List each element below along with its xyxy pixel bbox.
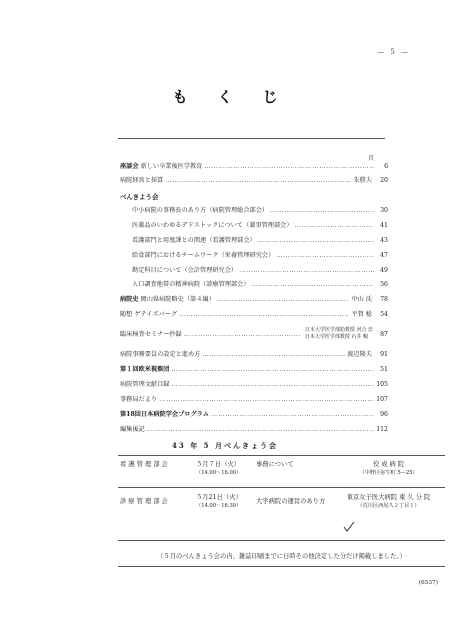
schedule-note: （５月のべんきょう会の内、雑誌印刷までに日時その他決定した分だけ掲載しました。）: [157, 553, 406, 560]
title-rule: [118, 138, 385, 139]
toc-entry-title: 病院管理文献目録: [120, 381, 170, 388]
leader-dots: [172, 379, 375, 390]
toc-entry: [120, 379, 388, 390]
schedule-topic: 事務について: [256, 461, 294, 468]
schedule-date-day: ５月７日（火）: [196, 461, 241, 468]
toc-entry-title: 人口調査地帯の精神病院（診療管理部会）: [132, 281, 250, 288]
handwritten-check-mark: [343, 522, 355, 532]
leader-dots: [252, 279, 374, 290]
toc-entry: [132, 235, 388, 246]
schedule-rule-bottom: [118, 540, 445, 541]
toc-entry-title: 事務局だより: [120, 396, 158, 403]
toc-entry-page: 43: [380, 237, 388, 244]
schedule-row: [118, 490, 445, 524]
toc-entry-title: 編集後記: [120, 426, 145, 433]
toc-entry: [132, 205, 388, 216]
schedule-time: （14.00〜16.30）: [196, 503, 242, 509]
schedule-date: [196, 494, 242, 510]
toc-entry: [132, 250, 388, 261]
leader-dots: [270, 205, 374, 216]
toc-entry-author: 朱勝夫: [353, 177, 372, 184]
page-title: もくじ: [172, 88, 308, 106]
toc-entry-page: 96: [380, 411, 388, 418]
leader-dots: [172, 364, 375, 375]
toc-entry-title: 臨床検査セミナー抄録: [120, 331, 182, 338]
toc-entry-page: 54: [380, 311, 388, 318]
toc-entry-page: 56: [380, 281, 388, 288]
leader-dots: [179, 309, 349, 320]
toc-entry-title: 第１回欧米視察団: [120, 366, 170, 373]
toc-entry-page: 30: [380, 207, 388, 214]
toc-entry: [120, 175, 388, 186]
toc-entry: [132, 220, 388, 231]
leader-dots: [295, 220, 374, 231]
toc-entry: [120, 394, 388, 405]
toc-entry-page: 47: [380, 252, 388, 259]
schedule-time: （14.00〜16.00）: [196, 470, 242, 476]
leader-dots: [239, 265, 374, 276]
schedule-title: 43 年 5 月べんきょう会: [172, 441, 278, 450]
toc-entry-author: 日本大学医学部教授 石井 暢: [304, 333, 368, 340]
toc-entry-authors: [305, 327, 373, 340]
toc-entry-page: 91: [380, 351, 388, 358]
toc-entry-label: 座談会: [120, 163, 139, 170]
toc-entry-page: 107: [376, 396, 388, 403]
toc-entry-title: 病院経営と採算: [120, 177, 164, 184]
schedule-topic: 大学病院の運営のあり方: [256, 498, 326, 505]
toc-entry-title: 看護部門と用度課との関連（看護管理部会）: [132, 237, 256, 244]
schedule-row: [118, 457, 445, 485]
schedule-dept: 診療管理部会: [120, 498, 170, 505]
leader-dots: [211, 409, 374, 420]
toc-entry-label: 病院史: [120, 296, 139, 303]
toc-entry-page: 87: [380, 331, 388, 338]
toc-entry-page: 51: [380, 366, 388, 373]
toc-entry-title: 随想 ゲテイズバーグ: [120, 311, 178, 318]
toc-entry-title: 中小病院の事務長のあり方（病院管理総合部会）: [132, 207, 269, 214]
toc-entry: [120, 409, 388, 420]
toc-entry-page: 20: [380, 177, 388, 184]
leader-dots: [147, 424, 374, 435]
leader-dots: [159, 394, 374, 405]
schedule-venue-name: 佼 成 病 院: [372, 461, 405, 468]
schedule-rule-end: [118, 566, 445, 567]
toc-entry-page: 6: [384, 163, 388, 170]
schedule-venue-address: （中野区弥生町 5—25）: [359, 470, 418, 476]
leader-dots: [184, 329, 301, 340]
toc-entry-author: 中山 沃: [351, 296, 372, 303]
leader-dots: [276, 250, 374, 261]
toc-entry-title: 新しい卒業後医学教育: [140, 163, 203, 170]
toc-entry: [120, 349, 388, 360]
leader-dots: [202, 349, 345, 360]
toc-entry-author: 平賀 稔: [351, 311, 372, 318]
toc-entry-title: 岡山県病院略史（第４編）: [140, 296, 215, 303]
leader-dots: [217, 294, 350, 305]
leader-dots: [165, 175, 351, 186]
toc-entry: [120, 364, 388, 375]
schedule-dept: 看護管理部会: [120, 461, 170, 468]
toc-entry-author: 日本大学医学部助教授 河合 忠: [304, 327, 373, 333]
toc-entry-page: 112: [376, 426, 388, 433]
toc-entry-page: 78: [380, 296, 388, 303]
toc-entry-author: 渡辺隆夫: [347, 351, 372, 358]
schedule-rule-top: [118, 455, 445, 456]
toc-entry-title: 医薬品のいわゆるデドストックについて（薬事管理部会）: [132, 222, 293, 229]
toc-entry: [120, 161, 388, 172]
toc-entry: [132, 265, 388, 276]
toc-entry-page: 105: [376, 381, 388, 388]
toc-entry-title: 第18回日本病院学会プログラム: [120, 411, 209, 418]
schedule-date: [196, 461, 241, 477]
schedule-venue-address: （荒川区西尾久２丁目１）: [357, 503, 420, 509]
toc-entry: [120, 309, 388, 320]
toc-entry: [120, 424, 388, 435]
schedule-venue: [336, 461, 441, 477]
section-heading: べんきよう会: [120, 193, 159, 201]
toc-entry: [120, 326, 388, 340]
toc-entry: [132, 279, 388, 290]
toc-entry: [120, 294, 388, 305]
page-code: (6537): [418, 580, 438, 586]
toc-entry-title: 勘定科目について（会計管理研究会）: [132, 267, 238, 274]
schedule-venue: [336, 494, 441, 510]
toc-entry-page: 49: [380, 267, 388, 274]
page-column-label: 頁: [368, 155, 375, 162]
toc-entry-title: 給食部門におけるチームワーク（栄養管理研究会）: [132, 252, 275, 259]
schedule-date-day: ５月21日（火）: [196, 494, 242, 501]
schedule-rule-mid: [118, 487, 445, 488]
page-number: — 5 —: [377, 48, 410, 56]
schedule-venue-name: 東京女子医大病院 東 久 分 院: [346, 494, 431, 501]
toc-entry-page: 41: [380, 222, 388, 229]
toc-entry-title: 病院事務要員の設定と進め方: [120, 351, 201, 358]
leader-dots: [258, 235, 374, 246]
leader-dots: [204, 161, 374, 172]
